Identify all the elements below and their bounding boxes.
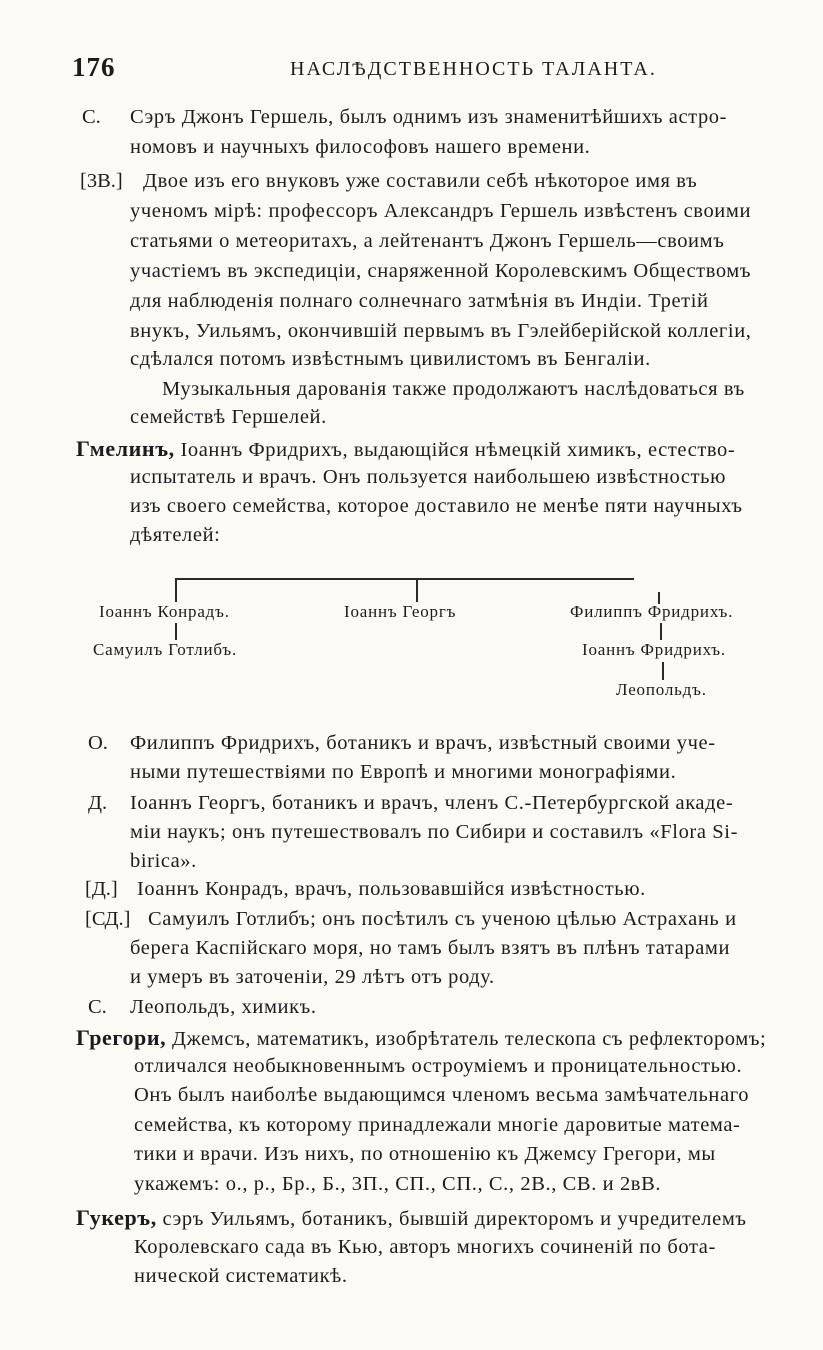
tree-samuel-gottlieb: Самуилъ Готлибъ. <box>93 640 238 659</box>
entry-line: birica». <box>130 850 197 872</box>
hooker-line: нической систематикѣ. <box>134 1265 348 1287</box>
gmelin-name: Гмелинъ, <box>76 436 175 461</box>
gregory-name: Грегори, <box>76 1025 167 1050</box>
tree-connector <box>662 662 664 680</box>
hooker-name: Гукеръ, <box>76 1205 157 1230</box>
tree-johann-friedrich: Іоаннъ Фридрихъ. <box>582 640 726 659</box>
herschel-s-abbr: С. <box>82 106 101 128</box>
entry-abbr: [СД.] <box>85 908 131 930</box>
gregory-line: семейства, къ которому принадлежали многіе даровитые матема- <box>134 1114 741 1136</box>
entry-line: берега Каспійскаго моря, но тамъ былъ взятъ въ плѣнъ татарами <box>130 937 731 959</box>
tree-philipp-friedrich: Филиппъ Фридрихъ. <box>570 602 734 621</box>
herschel-zv-line: статьями о метеоритахъ, а лейтенантъ Джонъ Гершель—своимъ <box>130 230 725 252</box>
gregory-line: тики и врачи. Изъ нихъ, по отношенію къ Джемсу Грегори, мы <box>134 1143 716 1165</box>
herschel-music-line: Музыкальныя дарованія также продолжаютъ наслѣдоваться въ <box>162 378 745 400</box>
gmelin-first-line: Іоаннъ Фридрихъ, выдающійся нѣмецкій химикъ, естество- <box>174 439 736 461</box>
herschel-zv-line: сдѣлался потомъ извѣстнымъ цивилистомъ въ Бенгаліи. <box>130 348 651 370</box>
tree-bar <box>175 578 634 580</box>
herschel-s-line: номовъ и научныхъ философовъ нашего времени. <box>130 136 591 158</box>
entry-line: міи наукъ; онъ путешествовалъ по Сибири и составилъ «Flora Si- <box>130 821 739 843</box>
herschel-zv-abbr: [3В.] <box>80 170 123 192</box>
herschel-zv-line: ученомъ мірѣ: профессоръ Александръ Гершель извѣстенъ своими <box>130 200 752 222</box>
gregory-heading-line <box>76 1025 766 1051</box>
entry-line: Филиппъ Фридрихъ, ботаникъ и врачъ, извѣстный своими уче- <box>130 732 716 754</box>
tree-johann-konrad: Іоаннъ Конрадъ. <box>99 602 230 621</box>
gregory-first-line: Джемсъ, математикъ, изобрѣтатель телескопа съ рефлекторомъ; <box>166 1028 767 1050</box>
tree-connector <box>175 623 177 640</box>
entry-line: ными путешествіями по Европѣ и многими монографіями. <box>130 761 677 783</box>
gregory-line: укажемъ: о., р., Бр., Б., 3П., СП., СП., С., 2В., СВ. и 2вВ. <box>134 1173 662 1195</box>
herschel-music-line: семействѣ Гершелей. <box>130 406 327 428</box>
gmelin-line: дѣятелей: <box>130 524 221 546</box>
tree-leopold: Леопольдъ. <box>616 680 707 699</box>
entry-abbr: С. <box>88 996 107 1018</box>
running-title: НАСЛѢДСТВЕННОСТЬ ТАЛАНТА. <box>290 58 657 80</box>
page-number: 176 <box>72 52 116 82</box>
tree-johann-georg: Іоаннъ Георгъ <box>344 602 457 621</box>
entry-line: Іоаннъ Конрадъ, врачъ, пользовавшійся извѣстностью. <box>137 878 646 900</box>
entry-line: и умеръ въ заточеніи, 29 лѣтъ отъ роду. <box>130 966 495 988</box>
hooker-heading-line <box>76 1205 747 1231</box>
herschel-zv-line: для наблюденія полнаго солнечнаго затмѣнія въ Индіи. Третій <box>130 290 709 312</box>
tree-connector <box>175 578 177 602</box>
herschel-zv-line: внукъ, Уильямъ, окончившій первымъ въ Гэлейберійской коллегіи, <box>130 320 752 342</box>
tree-connector <box>416 578 418 602</box>
entry-abbr: Д. <box>88 792 108 814</box>
gmelin-line: изъ своего семейства, которое доставило не менѣе пяти научныхъ <box>130 495 743 517</box>
gregory-line: отличался необыкновеннымъ остроуміемъ и проницательностью. <box>134 1055 743 1077</box>
hooker-first-line: сэръ Уильямъ, ботаникъ, бывшій директоромъ и учредителемъ <box>156 1208 747 1230</box>
herschel-s-line: Сэръ Джонъ Гершель, былъ однимъ изъ знаменитѣйшихъ астро- <box>130 106 728 128</box>
gmelin-line: испытатель и врачъ. Онъ пользуется наибольшею извѣстностью <box>130 466 726 488</box>
entry-line: Іоаннъ Георгъ, ботаникъ и врачъ, членъ С.-Петербургской акаде- <box>130 792 734 814</box>
gregory-line: Онъ былъ наиболѣе выдающимся членомъ весьма замѣчательнаго <box>134 1084 750 1106</box>
entry-line: Самуилъ Готлибъ; онъ посѣтилъ съ ученою цѣлью Астрахань и <box>148 908 737 930</box>
hooker-line: Королевскаго сада въ Кью, авторъ многихъ сочиненій по бота- <box>134 1236 716 1258</box>
tree-connector <box>660 623 662 640</box>
herschel-zv-line: участіемъ въ экспедиціи, снаряженной Королевскимъ Обществомъ <box>130 260 752 282</box>
herschel-zv-line: Двое изъ его внуковъ уже составили себѣ нѣкоторое имя въ <box>143 170 698 192</box>
entry-abbr: [Д.] <box>85 878 118 900</box>
entry-line: Леопольдъ, химикъ. <box>130 996 317 1018</box>
entry-abbr: О. <box>88 732 108 754</box>
